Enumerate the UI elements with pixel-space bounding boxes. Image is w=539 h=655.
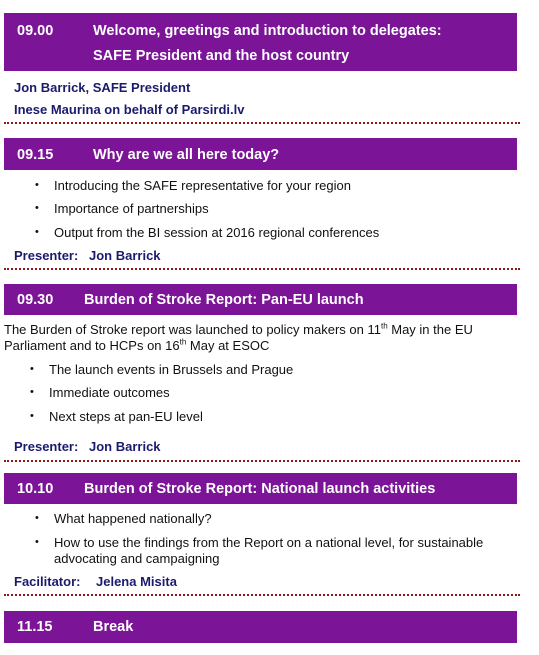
list-item: Output from the BI session at 2016 regional conferences [54, 225, 380, 240]
facilitator-label: Facilitator: [14, 574, 81, 589]
session-header-1010 [4, 473, 517, 504]
session-header-1115 [4, 611, 517, 643]
session-time: 09.30 [17, 292, 54, 308]
list-item: Immediate outcomes [49, 385, 170, 400]
session-description-line2: Parliament and to HCPs on 16th May at ESOC [4, 337, 270, 353]
session-time: 10.10 [17, 481, 54, 497]
bullet-icon: • [35, 536, 39, 548]
bullet-icon: • [35, 179, 39, 191]
session-time: 11.15 [17, 619, 53, 635]
list-item-line2: advocating and campaigning [54, 551, 220, 566]
bullet-icon: • [30, 410, 34, 422]
presenter-name: Jon Barrick [89, 439, 161, 454]
session-header-0930 [4, 284, 517, 315]
list-item: Next steps at pan-EU level [49, 409, 203, 424]
session-header-0915 [4, 138, 517, 170]
bullet-icon: • [30, 386, 34, 398]
list-item: Introducing the SAFE representative for your region [54, 178, 351, 193]
list-item: What happened nationally? [54, 511, 212, 526]
speaker-inese-maurina: Inese Maurina on behalf of Parsirdi.lv [14, 102, 245, 117]
bullet-icon: • [35, 202, 39, 214]
divider [4, 268, 520, 270]
list-item-line1: How to use the findings from the Report on a national level, for sustainable [54, 535, 484, 550]
session-title-line1: Welcome, greetings and introduction to delegates: [93, 23, 442, 39]
session-description-line1: The Burden of Stroke report was launched to policy makers on 11th May in the EU [4, 321, 473, 337]
presenter-name: Jon Barrick [89, 248, 161, 263]
presenter-label: Presenter: [14, 248, 79, 263]
facilitator-name: Jelena Misita [96, 574, 177, 589]
session-title: Burden of Stroke Report: Pan-EU launch [84, 292, 364, 308]
speaker-jon-barrick: Jon Barrick, SAFE President [14, 80, 191, 95]
session-time: 09.00 [17, 23, 54, 39]
session-title: Break [93, 619, 134, 635]
bullet-icon: • [35, 512, 39, 524]
session-time: 09.15 [17, 147, 54, 163]
bullet-icon: • [30, 363, 34, 375]
session-title-line2: SAFE President and the host country [93, 48, 350, 64]
divider [4, 594, 520, 596]
bullet-icon: • [35, 226, 39, 238]
session-header-0900 [4, 13, 517, 71]
list-item: The launch events in Brussels and Prague [49, 362, 294, 377]
presenter-label: Presenter: [14, 439, 79, 454]
session-title: Why are we all here today? [93, 147, 280, 163]
list-item: Importance of partnerships [54, 201, 209, 216]
divider [4, 122, 520, 124]
divider [4, 460, 520, 462]
session-title: Burden of Stroke Report: National launch activities [84, 481, 436, 497]
